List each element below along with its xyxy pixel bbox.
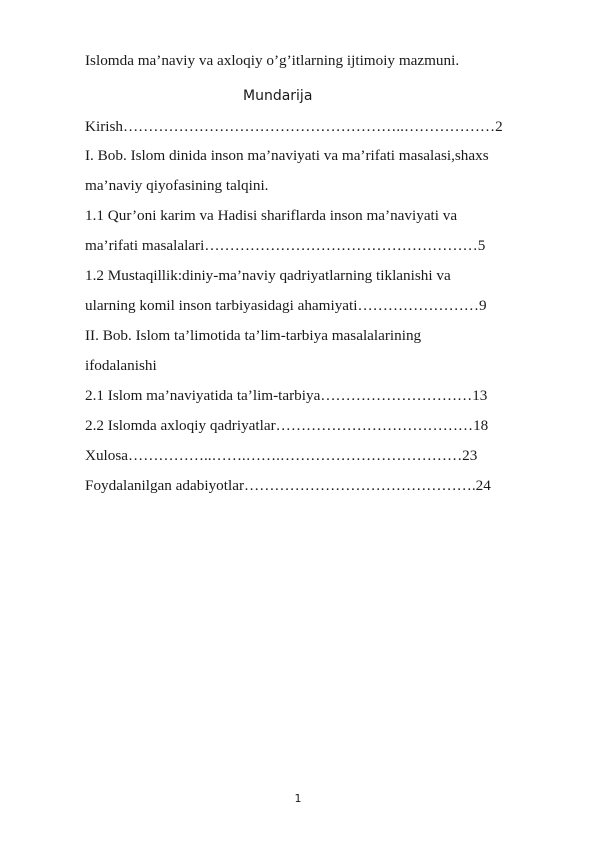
toc-entry-chapter-2: II. Bob. Islom ta’limotida ta’lim-tarbiya masalalarining xyxy=(85,327,422,344)
toc-entry-1-2: 1.2 Mustaqillik:diniy-ma’naviy qadriyatlarning tiklanishi va xyxy=(85,267,451,284)
document-title: Islomda ma’naviy va axloqiy o’g’itlarning ijtimoiy mazmuni. xyxy=(85,52,460,69)
toc-entry-adabiyotlar: Foydalanilgan adabiyotlar……………………………………….24 xyxy=(85,477,491,494)
toc-entry-1-1-cont: ma’rifati masalalari………………………………………………5 xyxy=(85,237,486,254)
toc-entry-chapter-2-cont: ifodalanishi xyxy=(85,357,157,374)
toc-entry-2-1: 2.1 Islom ma’naviyatida ta’lim-tarbiya…………………………13 xyxy=(85,387,488,404)
toc-entry-chapter-1-cont: ma’naviy qiyofasining talqini. xyxy=(85,177,269,194)
toc-entry-xulosa: Xulosa……………..…….…….………………………………23 xyxy=(85,447,478,464)
page-number: 1 xyxy=(294,792,302,805)
toc-entry-kirish: Kirish………………………………………………..………………2 xyxy=(85,118,503,135)
toc-entry-2-2: 2.2 Islomda axloqiy qadriyatlar…………………………………18 xyxy=(85,417,489,434)
toc-entry-chapter-1: I. Bob. Islom dinida inson ma’naviyati va ma’rifati masalasi,shaxs xyxy=(85,147,489,164)
toc-entry-1-2-cont: ularning komil inson tarbiyasidagi ahamiyati……………………9 xyxy=(85,297,487,314)
toc-heading: Mundarija xyxy=(243,88,313,104)
toc-entry-1-1: 1.1 Qur’oni karim va Hadisi shariflarda inson ma’naviyati va xyxy=(85,207,458,224)
